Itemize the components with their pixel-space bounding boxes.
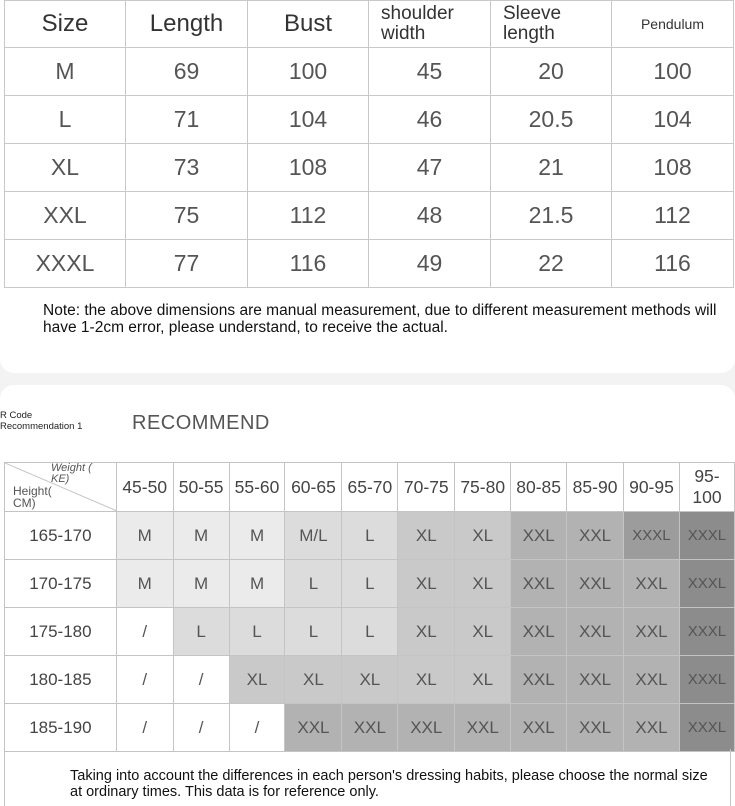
size-cell: 112 bbox=[248, 192, 369, 240]
recommended-size: XXL bbox=[624, 560, 680, 608]
recommended-size: XXL bbox=[455, 704, 511, 752]
recommend-table-header bbox=[5, 463, 735, 512]
recommended-size: XL bbox=[398, 608, 455, 656]
recommended-size: XL bbox=[455, 608, 511, 656]
height-axis-label: Height( CM) bbox=[13, 484, 52, 510]
size-cell: XL bbox=[5, 144, 126, 192]
size-cell: M bbox=[5, 48, 126, 96]
recommended-size: XL bbox=[455, 560, 511, 608]
recommended-size: XL bbox=[398, 656, 455, 704]
size-row bbox=[5, 144, 734, 192]
size-cell: 20.5 bbox=[491, 96, 612, 144]
size-cell: 47 bbox=[369, 144, 491, 192]
recommended-size: XXL bbox=[342, 704, 398, 752]
recommended-size: XL bbox=[455, 656, 511, 704]
size-cell: 112 bbox=[612, 192, 734, 240]
recommended-size: XXL bbox=[624, 656, 680, 704]
recommended-size: XXL bbox=[511, 608, 567, 656]
recommended-size: XXL bbox=[398, 704, 455, 752]
recommended-size: XXXL bbox=[679, 512, 734, 560]
weight-header: 70-75 bbox=[398, 463, 455, 512]
recommended-size: L bbox=[285, 608, 342, 656]
weight-header: 90-95 bbox=[624, 463, 680, 512]
size-cell: 108 bbox=[248, 144, 369, 192]
size-table-header bbox=[5, 1, 734, 48]
corner-cell bbox=[5, 463, 117, 512]
size-cell: 69 bbox=[126, 48, 248, 96]
header-shoulder-width: shoulder width bbox=[369, 1, 491, 48]
header-sleeve-length: Sleeve length bbox=[491, 1, 612, 48]
recommended-size: XXL bbox=[511, 704, 567, 752]
size-cell: 116 bbox=[612, 240, 734, 288]
measurement-note: Note: the above dimensions are manual measurement, due to different measurement methods will have 1-2cm error, please understand, to receive the actual. bbox=[43, 302, 717, 336]
recommended-size: XL bbox=[398, 512, 455, 560]
size-cell: XXL bbox=[5, 192, 126, 240]
height-range: 165-170 bbox=[5, 512, 117, 560]
recommended-size: M bbox=[173, 512, 229, 560]
weight-header: 55-60 bbox=[229, 463, 285, 512]
recommend-table bbox=[4, 462, 735, 752]
recommend-row bbox=[5, 608, 735, 656]
weight-header: 45-50 bbox=[116, 463, 173, 512]
size-table bbox=[4, 0, 734, 288]
recommend-row bbox=[5, 560, 735, 608]
size-cell: L bbox=[5, 96, 126, 144]
recommended-size: XXXL bbox=[679, 608, 734, 656]
recommended-size: XXXL bbox=[624, 512, 680, 560]
size-cell: 100 bbox=[248, 48, 369, 96]
recommended-size: / bbox=[116, 656, 173, 704]
recommended-size: XL bbox=[342, 656, 398, 704]
size-cell: 73 bbox=[126, 144, 248, 192]
recommended-size: XL bbox=[398, 560, 455, 608]
recommended-size: XXL bbox=[285, 704, 342, 752]
footer-note: Taking into account the differences in each person's dressing habits, please choose the normal size at ordinary times. This data is for reference only. bbox=[70, 768, 708, 800]
weight-header: 95-100 bbox=[679, 463, 734, 512]
size-cell: 49 bbox=[369, 240, 491, 288]
height-range: 175-180 bbox=[5, 608, 117, 656]
recommended-size: XXL bbox=[567, 704, 624, 752]
recommended-size: / bbox=[173, 656, 229, 704]
r-code-label: R Code Recommendation 1 bbox=[0, 410, 83, 432]
recommend-row bbox=[5, 704, 735, 752]
recommended-size: XXL bbox=[567, 608, 624, 656]
height-range: 180-185 bbox=[5, 656, 117, 704]
recommended-size: XXXL bbox=[679, 656, 734, 704]
size-cell: 46 bbox=[369, 96, 491, 144]
recommended-size: M/L bbox=[285, 512, 342, 560]
recommended-size: XL bbox=[455, 512, 511, 560]
recommended-size: M bbox=[173, 560, 229, 608]
size-cell: 48 bbox=[369, 192, 491, 240]
recommended-size: XXL bbox=[624, 608, 680, 656]
size-cell: 75 bbox=[126, 192, 248, 240]
recommended-size: L bbox=[342, 608, 398, 656]
recommended-size: XL bbox=[229, 656, 285, 704]
size-cell: 22 bbox=[491, 240, 612, 288]
size-row bbox=[5, 240, 734, 288]
recommended-size: L bbox=[229, 608, 285, 656]
size-row bbox=[5, 48, 734, 96]
recommend-row bbox=[5, 512, 735, 560]
weight-axis-label: Weight ( KE) bbox=[51, 462, 92, 485]
recommended-size: M bbox=[116, 512, 173, 560]
weight-header: 80-85 bbox=[511, 463, 567, 512]
header-bust: Bust bbox=[248, 1, 369, 48]
recommended-size: L bbox=[342, 512, 398, 560]
recommended-size: M bbox=[229, 512, 285, 560]
height-range: 170-175 bbox=[5, 560, 117, 608]
recommend-row bbox=[5, 656, 735, 704]
recommended-size: M bbox=[229, 560, 285, 608]
recommended-size: XXXL bbox=[679, 704, 734, 752]
recommended-size: L bbox=[173, 608, 229, 656]
recommended-size: XXL bbox=[511, 656, 567, 704]
recommended-size: XXL bbox=[511, 512, 567, 560]
header-size: Size bbox=[5, 1, 126, 48]
header-pendulum: Pendulum bbox=[612, 1, 734, 48]
recommended-size: M bbox=[116, 560, 173, 608]
recommended-size: / bbox=[116, 608, 173, 656]
recommended-size: XXL bbox=[511, 560, 567, 608]
recommended-size: XXL bbox=[567, 512, 624, 560]
size-cell: 45 bbox=[369, 48, 491, 96]
size-cell: 104 bbox=[612, 96, 734, 144]
size-cell: XXXL bbox=[5, 240, 126, 288]
weight-header: 65-70 bbox=[342, 463, 398, 512]
height-range: 185-190 bbox=[5, 704, 117, 752]
size-cell: 100 bbox=[612, 48, 734, 96]
weight-header: 75-80 bbox=[455, 463, 511, 512]
size-cell: 20 bbox=[491, 48, 612, 96]
size-row bbox=[5, 96, 734, 144]
recommended-size: XXXL bbox=[679, 560, 734, 608]
weight-header: 60-65 bbox=[285, 463, 342, 512]
weight-header: 50-55 bbox=[173, 463, 229, 512]
recommended-size: XXL bbox=[624, 704, 680, 752]
recommend-title: RECOMMEND bbox=[132, 412, 270, 434]
size-cell: 108 bbox=[612, 144, 734, 192]
recommended-size: XXL bbox=[567, 560, 624, 608]
recommended-size: L bbox=[285, 560, 342, 608]
size-row bbox=[5, 192, 734, 240]
recommended-size: XL bbox=[285, 656, 342, 704]
recommended-size: / bbox=[229, 704, 285, 752]
recommended-size: / bbox=[173, 704, 229, 752]
recommended-size: L bbox=[342, 560, 398, 608]
header-length: Length bbox=[126, 1, 248, 48]
size-cell: 77 bbox=[126, 240, 248, 288]
recommended-size: / bbox=[116, 704, 173, 752]
recommended-size: XXL bbox=[567, 656, 624, 704]
size-cell: 21.5 bbox=[491, 192, 612, 240]
size-cell: 104 bbox=[248, 96, 369, 144]
size-cell: 21 bbox=[491, 144, 612, 192]
size-cell: 71 bbox=[126, 96, 248, 144]
size-cell: 116 bbox=[248, 240, 369, 288]
weight-header: 85-90 bbox=[567, 463, 624, 512]
